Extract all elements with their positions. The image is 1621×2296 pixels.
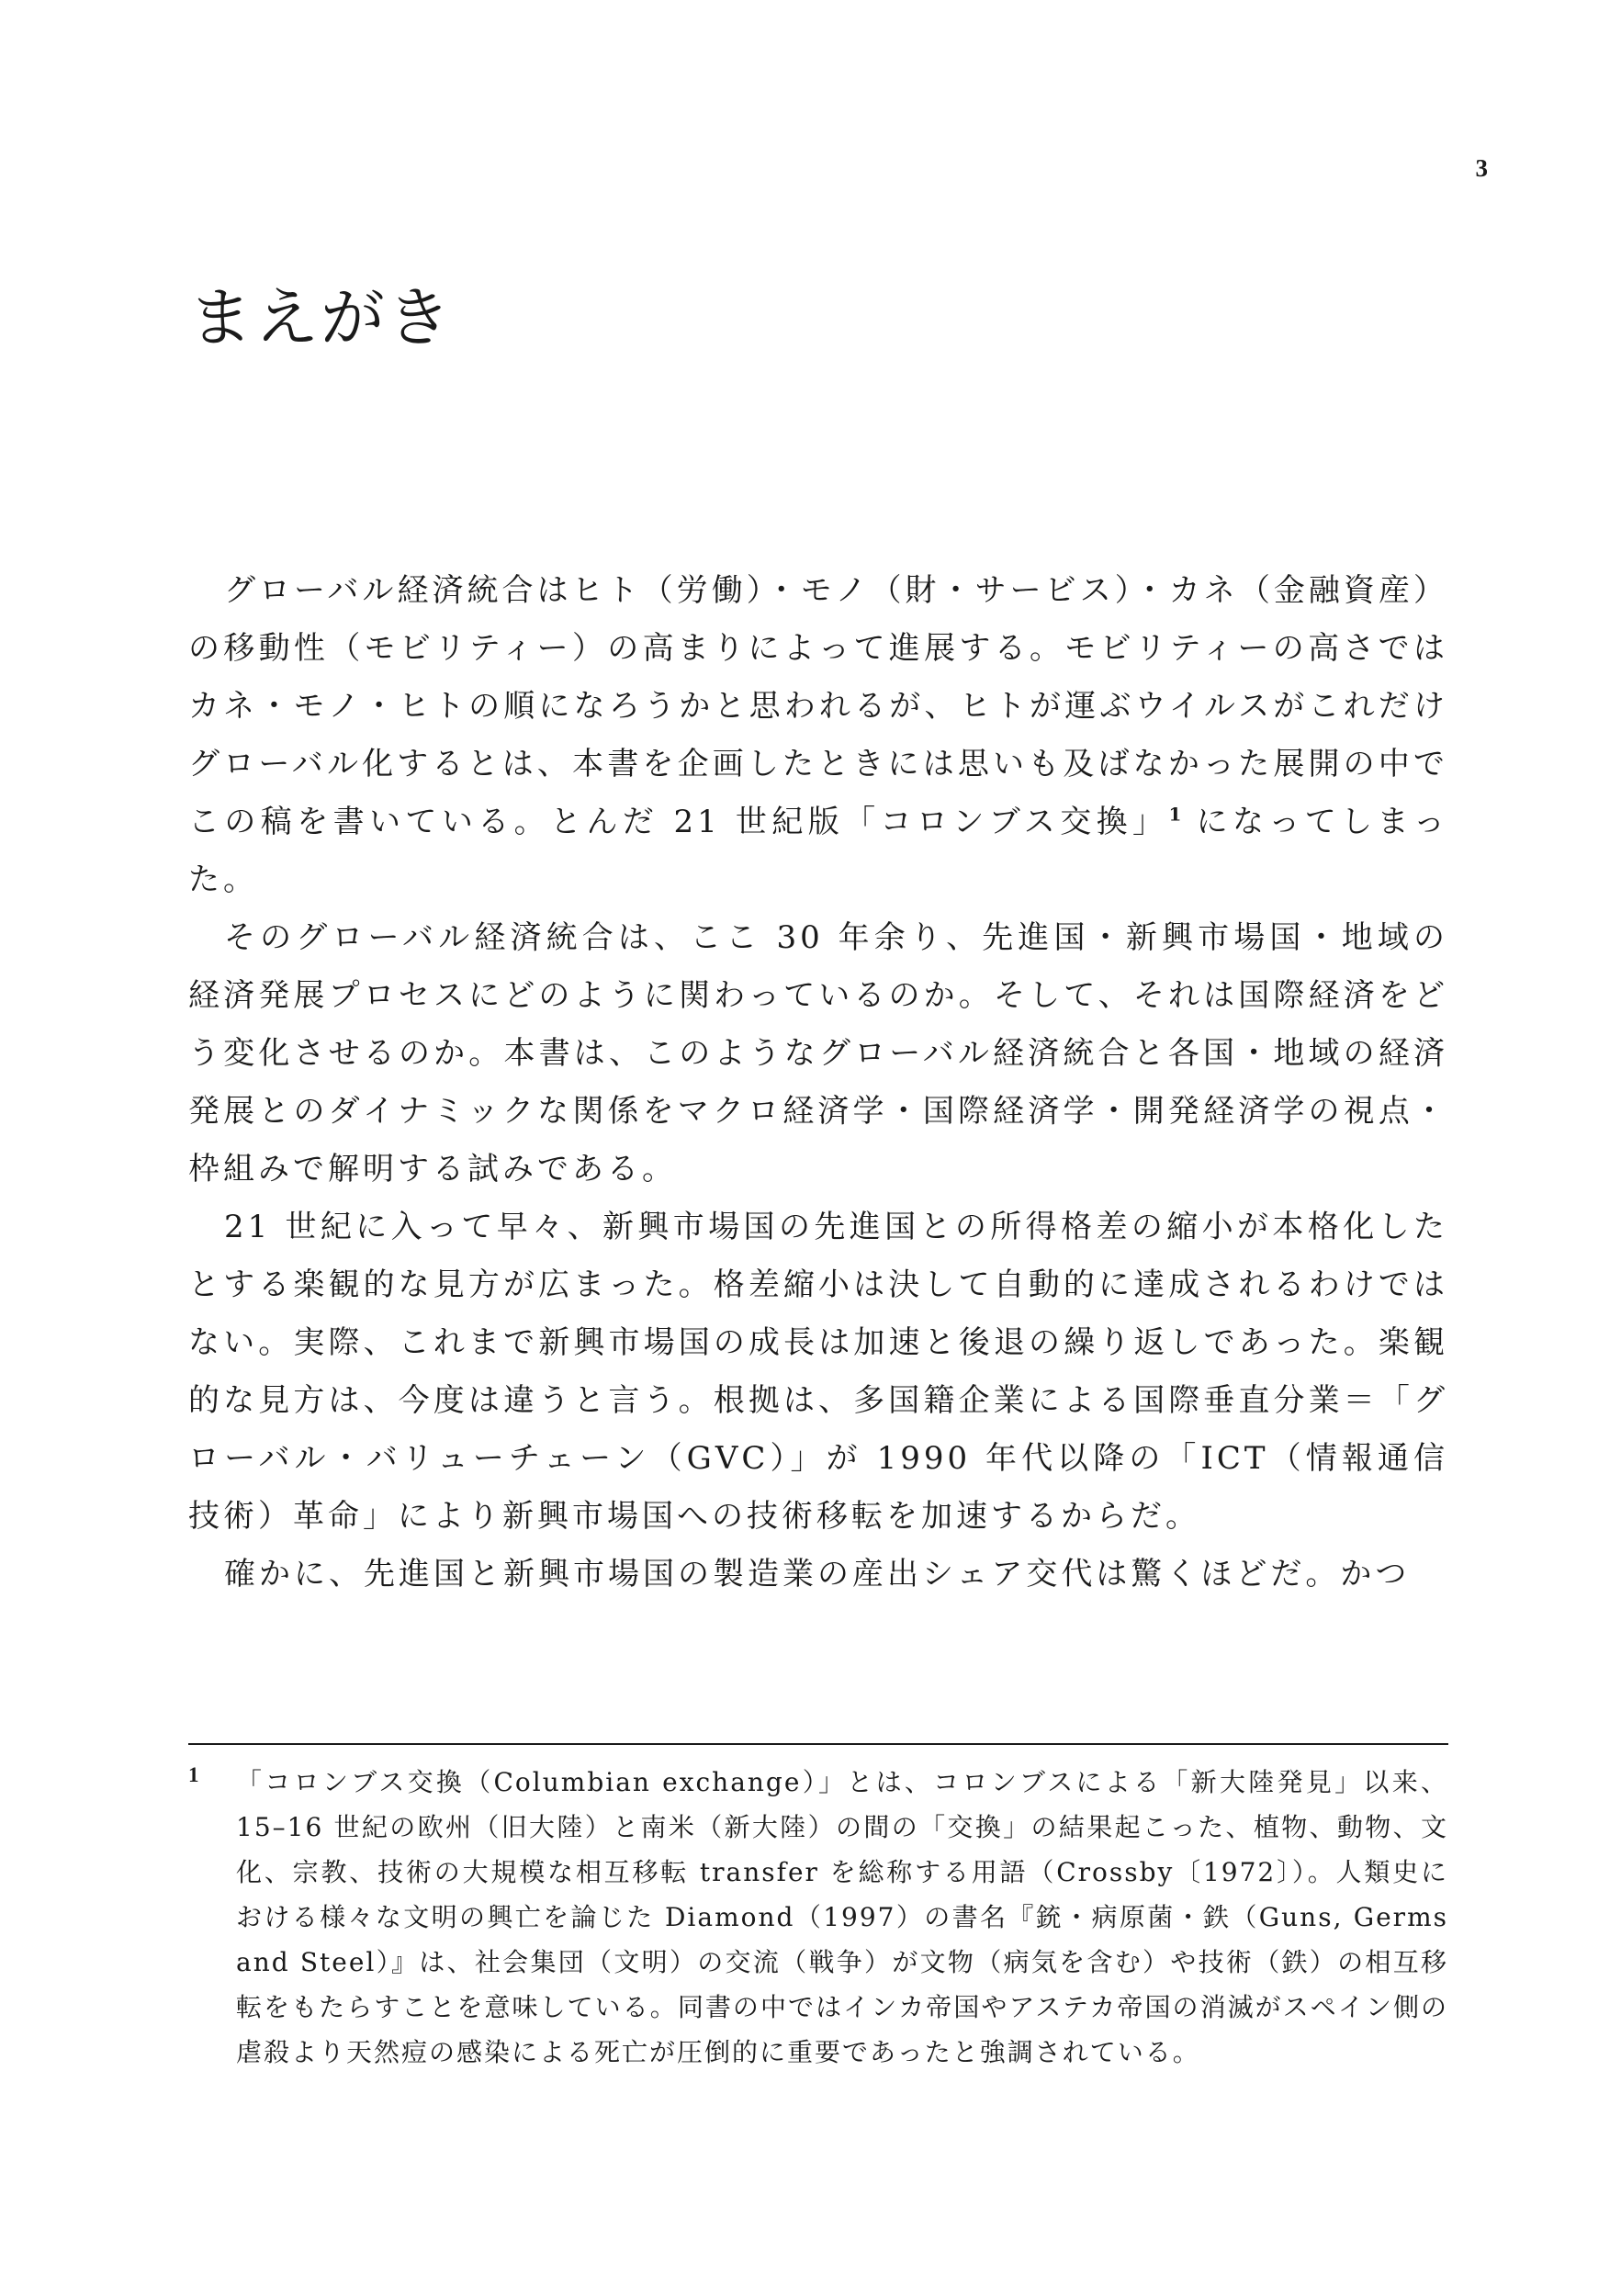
paragraph-text-continued: になってしまった。 (188, 804, 1448, 898)
chapter-title: まえがき (188, 280, 453, 355)
footnote-reference[interactable]: 1 (1168, 803, 1182, 826)
paragraph-text: グローバル経済統合はヒト（労働）・モノ（財・サービス）・カネ（金融資産）の移動性（モビリティー）の高まりによって進展する。モビリティーの高さではカネ・モノ・ヒトの順になろうかと思われるが、ヒトが運ぶウイルスがこれだけグローバル化するとは、本書を企画したときには思いも及ばなかった展開の中でこの稿を書いている。とんだ 21 世紀版「コロンブス交換」 (188, 572, 1448, 840)
footnote (188, 1760, 1448, 2075)
page-number: 3 (1475, 154, 1488, 182)
body-text (188, 562, 1448, 1604)
paragraph (188, 562, 1448, 909)
footnote-divider (188, 1743, 1448, 1745)
paragraph: 21 世紀に入って早々、新興市場国の先進国との所得格差の縮小が本格化したとする楽観的な見方が広まった。格差縮小は決して自動的に達成されるわけではない。実際、これまで新興市場国の成長は加速と後退の繰り返しであった。楽観的な見方は、今度は違うと言う。根拠は、多国籍企業による国際垂直分業＝「グローバル・バリューチェーン（GVC）」が 1990 年代以降の「ICT（情報通信技術）革命」により新興市場国への技術移転を加速するからだ。 (188, 1209, 1448, 1535)
footnote-text: 「コロンブス交換（Columbian exchange）」とは、コロンブスによる「新大陸発見」以来、15–16 世紀の欧州（旧大陸）と南米（新大陸）の間の「交換」の結果起こった、植物、動物、文化、宗教、技術の大規模な相互移転 transfer を総称する用語（Crossby〔1972〕）。人類史における様々な文明の興亡を論じた Diamond（1997）の書名『銃・病原菌・鉄（Guns, Germs and Steel）』は、社会集団（文明）の交流（戦争）が文物（病気を含む）や技術（鉄）の相互移転をもたらすことを意味している。同書の中ではインカ帝国やアステカ帝国の消滅がスペイン側の虐殺より天然痘の感染による死亡が圧倒的に重要であったと強調されている。 (236, 1767, 1448, 2067)
paragraph: そのグローバル経済統合は、ここ 30 年余り、先進国・新興市場国・地域の経済発展プロセスにどのように関わっているのか。そして、それは国際経済をどう変化させるのか。本書は、このようなグローバル経済統合と各国・地域の経済発展とのダイナミックな関係をマクロ経済学・国際経済学・開発経済学の視点・枠組みで解明する試みである。 (188, 919, 1448, 1187)
footnote-number: 1 (188, 1763, 199, 1786)
paragraph: 確かに、先進国と新興市場国の製造業の産出シェア交代は驚くほどだ。かつ (224, 1556, 1411, 1593)
